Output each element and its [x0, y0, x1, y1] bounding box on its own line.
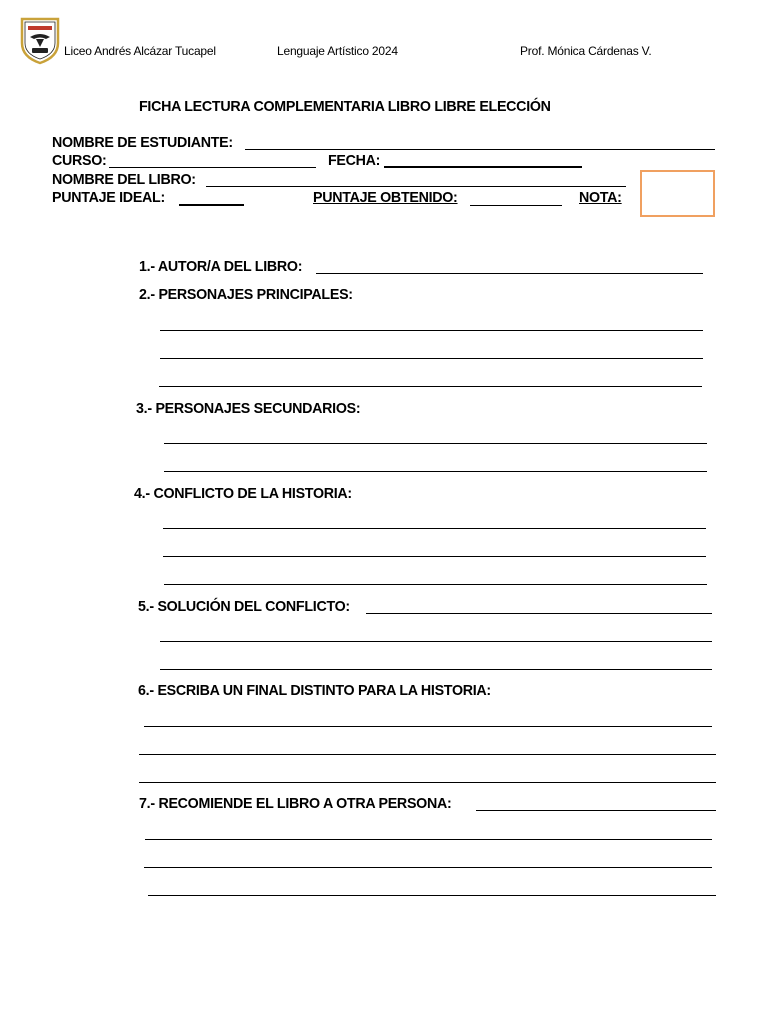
- date-label: FECHA:: [328, 152, 381, 169]
- answer-line[interactable]: [139, 782, 716, 783]
- book-name-label: NOMBRE DEL LIBRO:: [52, 171, 196, 188]
- question-7: 7.- RECOMIENDE EL LIBRO A OTRA PERSONA:: [139, 795, 452, 812]
- grade-label: NOTA:: [579, 189, 622, 206]
- answer-line[interactable]: [159, 386, 702, 387]
- obtained-score-line[interactable]: [470, 205, 562, 206]
- question-5: 5.- SOLUCIÓN DEL CONFLICTO:: [138, 598, 350, 615]
- answer-line[interactable]: [163, 556, 706, 557]
- teacher-name: Prof. Mónica Cárdenas V.: [520, 44, 652, 58]
- answer-line[interactable]: [144, 726, 712, 727]
- question-4: 4.- CONFLICTO DE LA HISTORIA:: [134, 485, 352, 502]
- question-1: 1.- AUTOR/A DEL LIBRO:: [139, 258, 303, 275]
- question-3: 3.- PERSONAJES SECUNDARIOS:: [136, 400, 361, 417]
- answer-line[interactable]: [148, 895, 716, 896]
- page-title: FICHA LECTURA COMPLEMENTARIA LIBRO LIBRE ELECCIÓN: [139, 98, 551, 115]
- answer-line[interactable]: [366, 613, 712, 614]
- school-name: Liceo Andrés Alcázar Tucapel: [64, 44, 216, 58]
- subject-name: Lenguaje Artístico 2024: [277, 44, 398, 58]
- course-line[interactable]: [109, 167, 316, 168]
- ideal-score-line[interactable]: [179, 204, 244, 206]
- student-name-line[interactable]: [245, 149, 715, 150]
- answer-line[interactable]: [163, 528, 706, 529]
- grade-box[interactable]: [640, 170, 715, 217]
- date-line[interactable]: [384, 166, 582, 168]
- student-name-label: NOMBRE DE ESTUDIANTE:: [52, 134, 233, 151]
- answer-line[interactable]: [164, 443, 707, 444]
- ideal-score-label: PUNTAJE IDEAL:: [52, 189, 165, 206]
- answer-line[interactable]: [164, 471, 707, 472]
- answer-line[interactable]: [144, 867, 712, 868]
- answer-line[interactable]: [145, 839, 712, 840]
- course-label: CURSO:: [52, 152, 107, 169]
- answer-line[interactable]: [160, 669, 712, 670]
- answer-line[interactable]: [164, 584, 707, 585]
- answer-line[interactable]: [160, 358, 703, 359]
- answer-line[interactable]: [139, 754, 716, 755]
- answer-line[interactable]: [476, 810, 716, 811]
- obtained-score-label: PUNTAJE OBTENIDO:: [313, 189, 458, 206]
- book-name-line[interactable]: [206, 186, 626, 187]
- answer-line[interactable]: [316, 273, 703, 274]
- question-2: 2.- PERSONAJES PRINCIPALES:: [139, 286, 353, 303]
- answer-line[interactable]: [160, 330, 703, 331]
- question-6: 6.- ESCRIBA UN FINAL DISTINTO PARA LA HISTORIA:: [138, 682, 491, 699]
- school-crest-logo: [20, 17, 60, 65]
- answer-line[interactable]: [160, 641, 712, 642]
